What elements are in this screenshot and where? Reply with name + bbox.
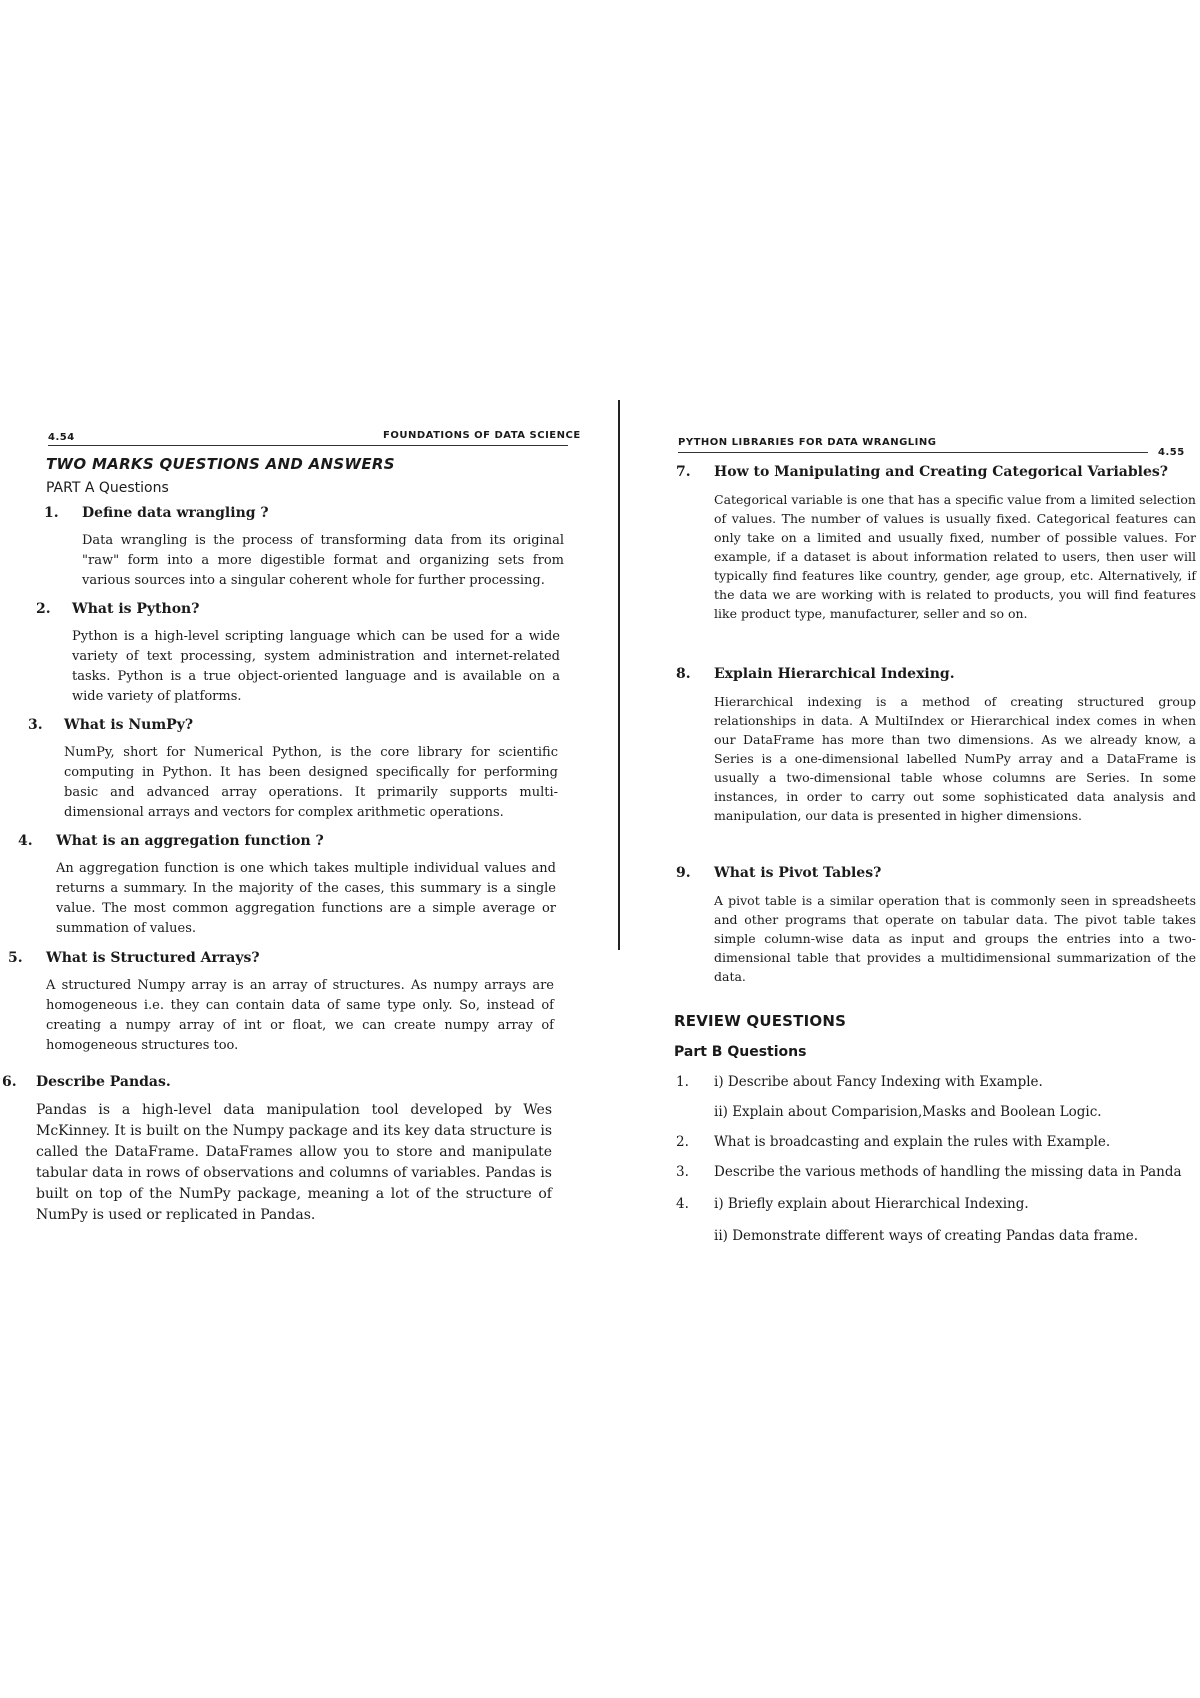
right-running-header: PYTHON LIBRARIES FOR DATA WRANGLING (678, 437, 937, 448)
answer-text: Data wrangling is the process of transforming data from its original "raw" form into a more digestible format and organizing sets from various sources into a singular coherent whole for further processing. (82, 533, 564, 588)
review-item-text: Describe the various methods of handling the missing data in Panda (714, 1164, 1182, 1180)
section-title: TWO MARKS QUESTIONS AND ANSWERS (46, 455, 395, 473)
question-number: 8. (676, 666, 691, 682)
answer-text: A structured Numpy array is an array of structures. As numpy arrays are homogeneous i.e. they can contain data of same type only. So, instead of creating a numpy array of int or float, we can create numpy array of homogeneous structures too. (46, 978, 554, 1053)
question-number: 2. (36, 601, 51, 617)
part-b-label: Part B Questions (674, 1044, 807, 1060)
question-number: 5. (8, 950, 23, 966)
question-number: 1. (44, 505, 59, 521)
part-a-label: PART A Questions (46, 480, 169, 496)
review-item-text: i) Describe about Fancy Indexing with Example. (714, 1074, 1043, 1090)
right-header-rule (678, 452, 1148, 453)
question-text: What is Pivot Tables? (714, 865, 882, 881)
answer-text: Pandas is a high-level data manipulation tool developed by Wes McKinney. It is built on the Numpy package and its key data structure is called the DataFrame. DataFrames allow you to store and manipulate tabular data in rows of observations and columns of variables. Pandas is built on top of the NumPy package, meaning a lot of the structure of NumPy is used or replicated in Pandas. (36, 1102, 552, 1223)
question-6 (2, 1074, 552, 1226)
left-page-number: 4.54 (48, 432, 75, 443)
question-text: What is Python? (72, 601, 200, 617)
question-number: 3. (28, 717, 43, 733)
question-text: Define data wrangling ? (82, 505, 269, 521)
review-item-text: ii) Explain about Comparision,Masks and Boolean Logic. (714, 1104, 1102, 1120)
question-3 (28, 717, 558, 823)
answer-text: Python is a high-level scripting language which can be used for a wide variety of text processing, system administration and internet-related tasks. Python is a true object-oriented language and is available on a wide variety of platforms. (72, 629, 560, 704)
question-9 (676, 865, 1196, 986)
question-1 (44, 505, 564, 591)
review-item-number: 4. (676, 1196, 689, 1212)
review-questions-title: REVIEW QUESTIONS (674, 1012, 847, 1030)
question-8 (676, 666, 1196, 825)
question-7 (676, 464, 1196, 623)
question-text: What is Structured Arrays? (46, 950, 260, 966)
review-item (676, 1164, 1198, 1186)
answer-text: NumPy, short for Numerical Python, is the core library for scientific computing in Python. It has been designed specifically for performing basic and advanced array operations. It primarily supports multi-dimensional arrays and vectors for complex arithmetic operations. (64, 745, 558, 820)
question-number: 9. (676, 865, 691, 881)
question-5 (8, 950, 554, 1056)
question-number: 4. (18, 833, 33, 849)
review-item-number: 1. (676, 1074, 689, 1090)
answer-text: Hierarchical indexing is a method of creating structured group relationships in data. A MultiIndex or Hierarchical index comes in when our DataFrame has more than two dimensions. As we already know, a Series is a one-dimensional labelled NumPy array and a DataFrame is usually a two-dimensional table whose columns are Series. In some instances, in order to carry out some sophisticated data analysis and manipulation, our data is presented in higher dimensions. (714, 694, 1196, 823)
review-item-number: 3. (676, 1164, 689, 1180)
question-4 (18, 833, 556, 939)
answer-text: A pivot table is a similar operation that is commonly seen in spreadsheets and other programs that operate on tabular data. The pivot table takes simple column-wise data as input and groups the entries into a two-dimensional table that provides a multidimensional summarization of the data. (714, 893, 1196, 984)
answer-text: Categorical variable is one that has a specific value from a limited selection of values. The number of values is usually fixed. Categorical features can only take on a limited and usually fixed, number of possible values. For example, if a dataset is about information related to users, then user will typically find features like country, gender, age group, etc. Alternatively, if the data we are working with is related to products, you will find features like product type, manufacturer, seller and so on. (714, 492, 1196, 621)
left-running-header: FOUNDATIONS OF DATA SCIENCE (383, 430, 581, 441)
question-text: Explain Hierarchical Indexing. (714, 666, 955, 682)
question-text: How to Manipulating and Creating Categorical Variables? (714, 464, 1168, 480)
question-2 (36, 601, 560, 707)
review-item-text: What is broadcasting and explain the rules with Example. (714, 1134, 1111, 1150)
question-number: 7. (676, 464, 691, 480)
review-item-text: i) Briefly explain about Hierarchical Indexing. (714, 1196, 1029, 1212)
question-text: What is NumPy? (64, 717, 194, 733)
question-number: 6. (2, 1074, 17, 1090)
question-text: What is an aggregation function ? (56, 833, 324, 849)
question-text: Describe Pandas. (36, 1074, 171, 1090)
review-item-text: ii) Demonstrate different ways of creating Pandas data frame. (714, 1228, 1139, 1244)
right-page (620, 0, 1200, 1698)
left-header-rule (48, 445, 568, 446)
review-item-number: 2. (676, 1134, 689, 1150)
right-page-number: 4.55 (1158, 447, 1185, 458)
answer-text: An aggregation function is one which takes multiple individual values and returns a summary. In the majority of the cases, this summary is a single value. The most common aggregation functions are a simple average or summation of values. (56, 861, 556, 936)
